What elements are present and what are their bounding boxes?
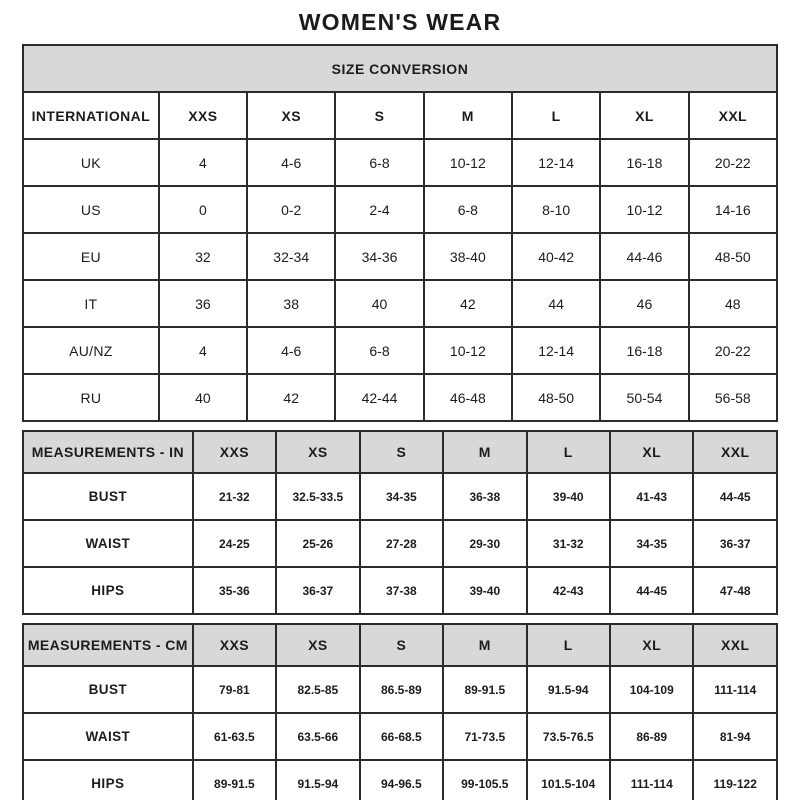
- measurements-cm-table: [22, 623, 778, 800]
- value-cell: 10-12: [600, 186, 688, 233]
- size-header-l: L: [527, 431, 610, 473]
- value-cell: 42: [424, 280, 512, 327]
- value-cell: 34-35: [360, 473, 443, 520]
- value-cell: 89-91.5: [443, 666, 526, 713]
- value-cell: 27-28: [360, 520, 443, 567]
- measurements-in-header-row: [23, 431, 777, 473]
- value-cell: 111-114: [693, 666, 777, 713]
- measurements-cm-header-label: MEASUREMENTS - CM: [23, 624, 193, 666]
- measurements-in-table: [22, 430, 778, 615]
- size-header-l: L: [527, 624, 610, 666]
- value-cell: 44: [512, 280, 600, 327]
- value-cell: 61-63.5: [193, 713, 276, 760]
- size-header-m: M: [443, 624, 526, 666]
- value-cell: 14-16: [689, 186, 777, 233]
- value-cell: 0-2: [247, 186, 335, 233]
- value-cell: 36-38: [443, 473, 526, 520]
- row-label-us: US: [23, 186, 159, 233]
- value-cell: 44-45: [693, 473, 777, 520]
- row-label-uk: UK: [23, 139, 159, 186]
- value-cell: 0: [159, 186, 247, 233]
- value-cell: 36-37: [693, 520, 777, 567]
- value-cell: 47-48: [693, 567, 777, 614]
- value-cell: 46-48: [424, 374, 512, 421]
- value-cell: 79-81: [193, 666, 276, 713]
- row-label-au-nz: AU/NZ: [23, 327, 159, 374]
- value-cell: 34-35: [610, 520, 693, 567]
- size-header-xs: XS: [276, 431, 359, 473]
- value-cell: 32.5-33.5: [276, 473, 359, 520]
- row-label-eu: EU: [23, 233, 159, 280]
- value-cell: 6-8: [335, 327, 423, 374]
- value-cell: 42-43: [527, 567, 610, 614]
- size-header-xl: XL: [610, 431, 693, 473]
- table-row: [23, 666, 777, 713]
- size-header-xxs: XXS: [193, 624, 276, 666]
- size-header-xxl: XXL: [689, 92, 777, 139]
- size-header-row: [23, 92, 777, 139]
- value-cell: 4-6: [247, 327, 335, 374]
- value-cell: 36-37: [276, 567, 359, 614]
- measurements-in-header-label: MEASUREMENTS - IN: [23, 431, 193, 473]
- international-header-label: INTERNATIONAL: [23, 92, 159, 139]
- value-cell: 42: [247, 374, 335, 421]
- value-cell: 29-30: [443, 520, 526, 567]
- value-cell: 35-36: [193, 567, 276, 614]
- table-row: [23, 327, 777, 374]
- value-cell: 4: [159, 139, 247, 186]
- value-cell: 12-14: [512, 139, 600, 186]
- value-cell: 48: [689, 280, 777, 327]
- value-cell: 21-32: [193, 473, 276, 520]
- row-label-waist: WAIST: [23, 520, 193, 567]
- value-cell: 12-14: [512, 327, 600, 374]
- value-cell: 63.5-66: [276, 713, 359, 760]
- table-row: [23, 186, 777, 233]
- value-cell: 39-40: [443, 567, 526, 614]
- value-cell: 6-8: [335, 139, 423, 186]
- size-header-m: M: [443, 431, 526, 473]
- table-row: [23, 233, 777, 280]
- value-cell: 40: [159, 374, 247, 421]
- value-cell: 16-18: [600, 139, 688, 186]
- size-header-xxs: XXS: [193, 431, 276, 473]
- value-cell: 41-43: [610, 473, 693, 520]
- value-cell: 2-4: [335, 186, 423, 233]
- value-cell: 71-73.5: [443, 713, 526, 760]
- value-cell: 119-122: [693, 760, 777, 800]
- value-cell: 40: [335, 280, 423, 327]
- value-cell: 48-50: [689, 233, 777, 280]
- value-cell: 44-45: [610, 567, 693, 614]
- value-cell: 101.5-104: [527, 760, 610, 800]
- value-cell: 66-68.5: [360, 713, 443, 760]
- row-label-hips: HIPS: [23, 760, 193, 800]
- size-header-xs: XS: [247, 92, 335, 139]
- value-cell: 6-8: [424, 186, 512, 233]
- measurements-cm-header-row: [23, 624, 777, 666]
- page-title: WOMEN'S WEAR: [298, 9, 502, 35]
- value-cell: 89-91.5: [193, 760, 276, 800]
- size-conversion-table: [22, 44, 778, 422]
- table-row: [23, 139, 777, 186]
- value-cell: 91.5-94: [527, 666, 610, 713]
- value-cell: 38-40: [424, 233, 512, 280]
- row-label-bust: BUST: [23, 666, 193, 713]
- value-cell: 36: [159, 280, 247, 327]
- row-label-bust: BUST: [23, 473, 193, 520]
- value-cell: 34-36: [335, 233, 423, 280]
- value-cell: 32: [159, 233, 247, 280]
- size-header-s: S: [360, 624, 443, 666]
- value-cell: 81-94: [693, 713, 777, 760]
- size-header-m: M: [424, 92, 512, 139]
- value-cell: 48-50: [512, 374, 600, 421]
- table-row: [23, 473, 777, 520]
- value-cell: 10-12: [424, 139, 512, 186]
- row-label-hips: HIPS: [23, 567, 193, 614]
- value-cell: 94-96.5: [360, 760, 443, 800]
- value-cell: 86-89: [610, 713, 693, 760]
- size-header-s: S: [335, 92, 423, 139]
- value-cell: 111-114: [610, 760, 693, 800]
- value-cell: 44-46: [600, 233, 688, 280]
- value-cell: 46: [600, 280, 688, 327]
- value-cell: 99-105.5: [443, 760, 526, 800]
- table-row: [23, 520, 777, 567]
- size-header-l: L: [512, 92, 600, 139]
- row-label-ru: RU: [23, 374, 159, 421]
- size-header-xxs: XXS: [159, 92, 247, 139]
- size-header-xl: XL: [600, 92, 688, 139]
- value-cell: 24-25: [193, 520, 276, 567]
- value-cell: 37-38: [360, 567, 443, 614]
- value-cell: 4: [159, 327, 247, 374]
- value-cell: 38: [247, 280, 335, 327]
- size-conversion-banner: SIZE CONVERSION: [23, 45, 777, 92]
- value-cell: 42-44: [335, 374, 423, 421]
- row-label-waist: WAIST: [23, 713, 193, 760]
- value-cell: 73.5-76.5: [527, 713, 610, 760]
- row-label-it: IT: [23, 280, 159, 327]
- size-header-xxl: XXL: [693, 431, 777, 473]
- size-header-s: S: [360, 431, 443, 473]
- value-cell: 20-22: [689, 139, 777, 186]
- value-cell: 8-10: [512, 186, 600, 233]
- value-cell: 10-12: [424, 327, 512, 374]
- size-header-xxl: XXL: [693, 624, 777, 666]
- table-row: [23, 760, 777, 800]
- value-cell: 91.5-94: [276, 760, 359, 800]
- value-cell: 40-42: [512, 233, 600, 280]
- value-cell: 82.5-85: [276, 666, 359, 713]
- size-header-xl: XL: [610, 624, 693, 666]
- table-row: [23, 280, 777, 327]
- value-cell: 104-109: [610, 666, 693, 713]
- table-banner-row: [23, 45, 777, 92]
- table-row: [23, 567, 777, 614]
- size-header-xs: XS: [276, 624, 359, 666]
- value-cell: 25-26: [276, 520, 359, 567]
- value-cell: 4-6: [247, 139, 335, 186]
- value-cell: 16-18: [600, 327, 688, 374]
- table-row: [23, 713, 777, 760]
- value-cell: 50-54: [600, 374, 688, 421]
- value-cell: 56-58: [689, 374, 777, 421]
- table-row: [23, 374, 777, 421]
- value-cell: 86.5-89: [360, 666, 443, 713]
- value-cell: 20-22: [689, 327, 777, 374]
- value-cell: 31-32: [527, 520, 610, 567]
- value-cell: 39-40: [527, 473, 610, 520]
- value-cell: 32-34: [247, 233, 335, 280]
